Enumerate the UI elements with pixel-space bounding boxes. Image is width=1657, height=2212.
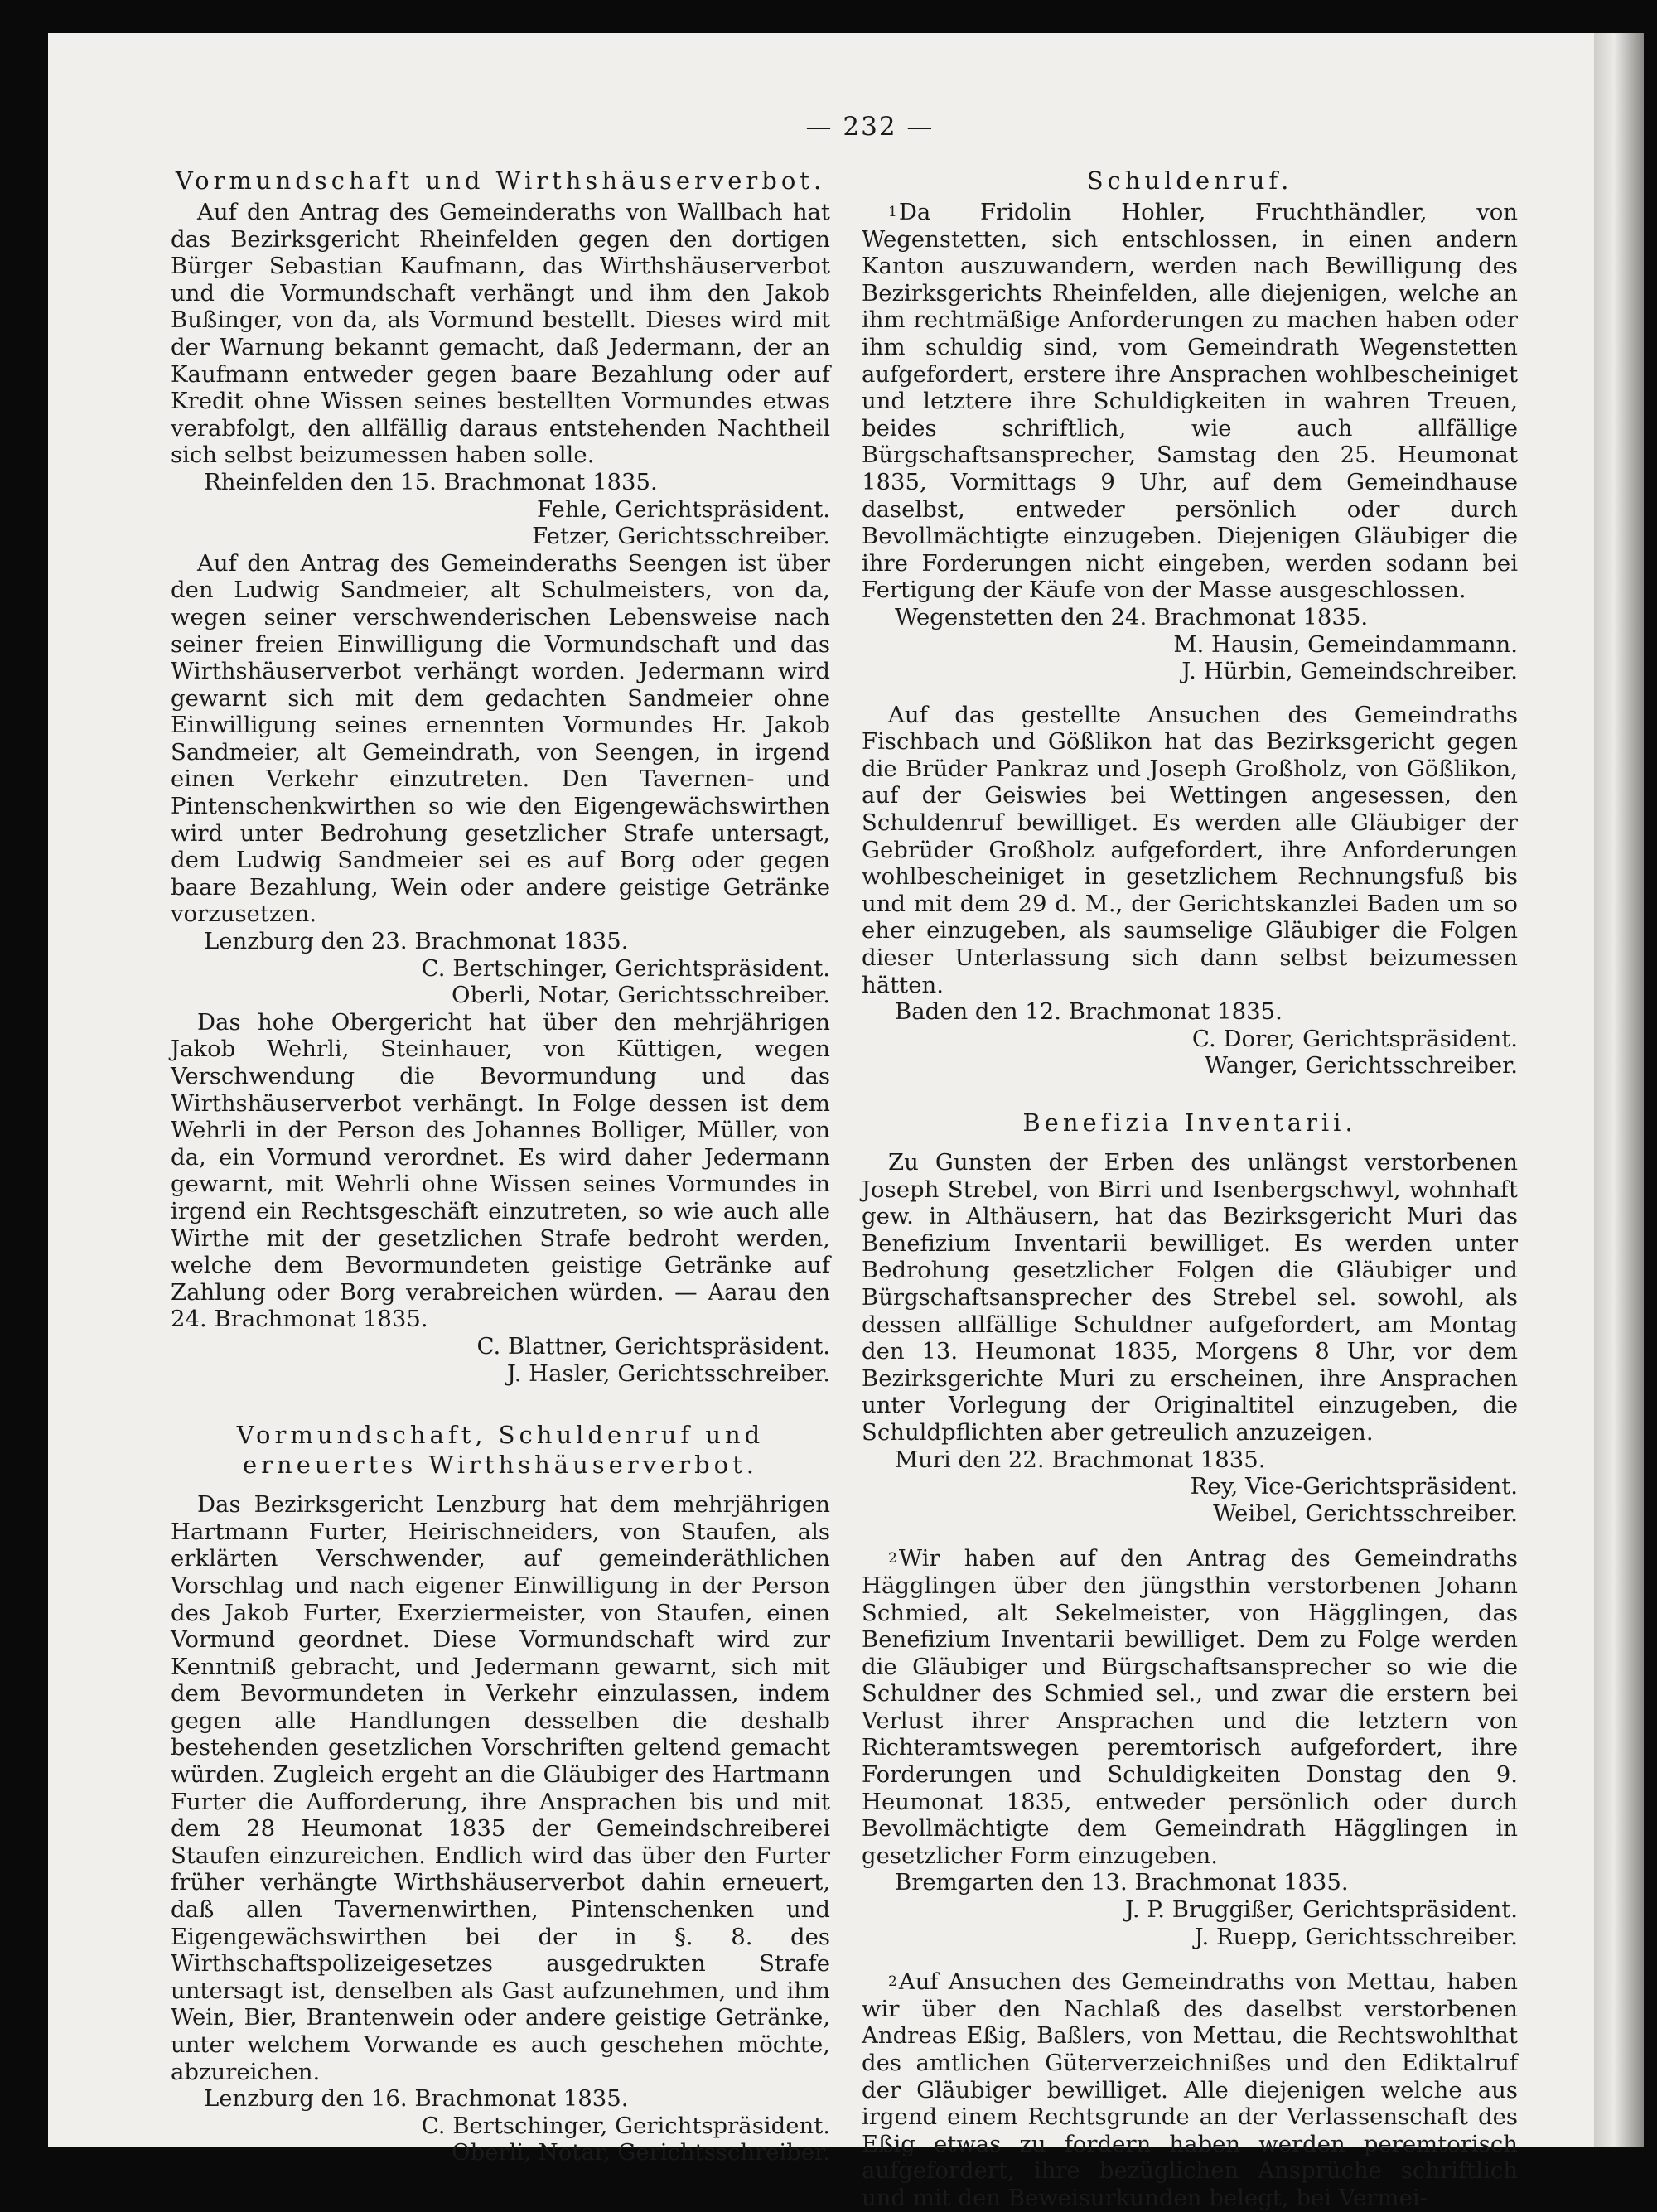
notice-text: Da Fridolin Hohler, Fruchthändler, von Wegenstetten, sich entschlossen, in einen andern Kanton auszuwandern, werden nach Bewilligung des Bezirksgerichts Rheinfelden, alle diejenigen, welche an ihm rechtmäßige Anforderungen zu machen haben oder ihm schuldig sind, vom Gemeindrath Wegenstetten aufgefordert, erstere ihre Ansprachen wohlbescheiniget und letztere ihre Schuldigkeiten in wahren Treuen, beides schriftlich, wie auch allfällige Bürgschaftsansprecher, Samstag den 25. Heumonat 1835, Vormittags 9 Uhr, auf dem Gemeindhause daselbst, entweder persönlich oder durch Bevollmächtigte einzugeben. Diejenigen Gläubiger die ihre Forderungen nicht eingeben, werden sodann bei Fertigung der Käufe von der Masse ausgeschlossen. xyxy=(862,199,1518,604)
heading-schuldenruf: Schuldenruf. xyxy=(1086,167,1293,195)
notice-staufen: Das Bezirksgericht Lenzburg hat dem mehrjährigen Hartmann Furter, Heirischneiders, von Staufen, als erklärten Verschwender, auf gemeinderäthlichen Vorschlag und nach eigener Einwilligung in der Person des Jakob Furter, Exerziermeister, von Staufen, einen Vormund geordnet. Diese Vormundschaft wird zur Kenntniß gebracht, und Jedermann gewarnt, sich mit dem Bevormundeten in Verkehr einzulassen, indem gegen alle Handlungen desselben die deshalb bestehenden gesetzlichen Vorschriften geltend gemacht würden. Zugleich ergeht an die Gläubiger des Hartmann Furter die Aufforderung, ihre Ansprachen bis und mit dem 28 Heumonat 1835 der Gemeindschreiberei Staufen einzureichen. Endlich wird das über den Furter früher verhängte Wirthshäuserverbot dahin erneuert, daß allen Tavernenwirthen, Pintenschenken und Eigengewächswirthen bei der in §. 8. des Wirthschaftspolizeigesetzes ausgedrukten Strafe untersagt ist, denselben als Gast aufzunehmen, und ihm Wein, Bier, Brantenwein oder andere geistige Getränke, unter welchem Vorwande es auch geschehen möchte, abzureichen. xyxy=(171,1491,830,2085)
signature: Oberli, Notar, Gerichtsschreiber. xyxy=(452,982,830,1009)
heading-vormundschaft-schuldenruf: Vormundschaft, Schuldenruf und erneuertes Wirthshäuserverbot. xyxy=(236,1421,765,1480)
signature: J. P. Bruggißer, Gerichtspräsident. xyxy=(1125,1896,1518,1924)
dateline: Baden den 12. Brachmonat 1835. xyxy=(895,998,1283,1026)
heading-vormundschaft-wirthshaeuserverbot: Vormundschaft und Wirthshäuserverbot. xyxy=(175,167,826,195)
signature: C. Dorer, Gerichtspräsident. xyxy=(1191,1025,1518,1052)
dateline: Bremgarten den 13. Brachmonat 1835. xyxy=(895,1869,1349,1896)
notice-seengen: Auf den Antrag des Gemeinderaths Seengen ist über den Ludwig Sandmeier, alt Schulmeisters, von da, wegen seiner verschwenderischen Lebensweise nach seiner freien Einwilligung die Vormundschaft und das Wirthshäuserverbot verhängt worden. Jedermann wird gewarnt sich mit dem gedachten Sandmeier ohne Einwilligung seines ernennten Vormundes Hr. Jakob Sandmeier, alt Gemeindrath, von Seengen, in irgend einen Verkehr einzutreten. Den Tavernen- und Pintenschenkwirthen so wie den Eigengewächswirthen wird unter Bedrohung gesetzlicher Strafe untersagt, dem Ludwig Sandmeier sei es auf Borg oder gegen baare Bezahlung, Wein oder andere geistige Getränke vorzusetzen. xyxy=(171,549,830,928)
signature: C. Blattner, Gerichtspräsident. xyxy=(476,1332,830,1360)
footnote-marker: 2 xyxy=(888,1973,897,1991)
signature: Wanger, Gerichtsschreiber. xyxy=(1204,1052,1518,1079)
signature: Oberli, Notar, Gerichtsschreiber. xyxy=(452,2139,830,2166)
notice-mettau xyxy=(862,1968,1518,2211)
signature: Weibel, Gerichtsschreiber. xyxy=(1213,1500,1518,1527)
signature: Fetzer, Gerichtsschreiber. xyxy=(532,523,830,550)
notice-haegglingen xyxy=(862,1545,1518,1869)
dateline: Rheinfelden den 15. Brachmonat 1835. xyxy=(204,468,658,495)
dateline: Muri den 22. Brachmonat 1835. xyxy=(895,1446,1266,1473)
heading-benefizia-inventarii: Benefizia Inventarii. xyxy=(1022,1108,1357,1137)
notice-fischbach: Auf das gestellte Ansuchen des Gemeindraths Fischbach und Gößlikon hat das Bezirksgericht gegen die Brüder Pankraz und Joseph Großholz, von Gößlikon, auf der Geiswies bei Wettingen angesessen, den Schuldenruf bewilliget. Es werden alle Gläubiger der Gebrüder Großholz aufgefordert, ihre Anforderungen wohlbescheiniget in gesetzlichem Rechnungsfuß bis und mit dem 29 d. M., der Gerichtskanzlei Baden um so eher einzugeben, als saumselige Gläubiger die Folgen dieser Unterlassung sich dann selbst beizumessen hätten. xyxy=(862,701,1518,998)
notice-text: Wir haben auf den Antrag des Gemeindraths Hägglingen über den jüngsthin verstorbenen Johann Schmied, alt Sekelmeister, von Hägglingen, das Benefizium Inventarii bewilliget. Dem zu Folge werden die Gläubiger und Bürgschaftsansprecher so wie die Schuldner des Schmied sel., und zwar die erstern bei Verlust ihrer Ansprachen und die letztern von Richteramtswegen peremtorisch aufgefordert, ihre Forderungen und Schuldigkeiten Donstag den 9. Heumonat 1835, entweder persönlich oder durch Bevollmächtigte dem Gemeindrath Hägglingen in gesetzlicher Form einzugeben. xyxy=(862,1545,1518,1869)
footnote-marker: 2 xyxy=(888,1550,897,1567)
right-column xyxy=(862,166,1518,2212)
signature: M. Hausin, Gemeindammann. xyxy=(1173,630,1518,658)
footnote-marker: 1 xyxy=(888,204,897,220)
signature: J. Ruepp, Gerichtsschreiber. xyxy=(1194,1923,1518,1950)
dateline: Lenzburg den 16. Brachmonat 1835. xyxy=(204,2085,629,2113)
signature: Fehle, Gerichtspräsident. xyxy=(536,495,830,523)
notice-wallbach: Auf den Antrag des Gemeinderaths von Wallbach hat das Bezirksgericht Rheinfelden gegen den dortigen Bürger Sebastian Kaufmann, das Wirthshäuserverbot und die Vormundschaft verhängt und ihm den Jakob Bußinger, von da, als Vormund bestellt. Dieses wird mit der Warnung bekannt gemacht, daß Jedermann, der an Kaufmann entweder gegen baare Bezahlung oder auf Kredit ohne Wissen seines bestellten Vormundes etwas verabfolgt, den allfällig daraus entstehenden Nachtheil sich selbst beizumessen haben solle. xyxy=(171,199,830,469)
notice-text: Auf Ansuchen des Gemeindraths von Mettau, haben wir über den Nachlaß des daselbst verstorbenen Andreas Eßig, Baßlers, von Mettau, die Rechtswohlthat des amtlichen Güterverzeichnißes und den Ediktalruf der Gläubiger bewilliget. Alle diejenigen welche aus irgend einem Rechtsgrunde an der Verlassenschaft des Eßig etwas zu fordern haben werden peremtorisch aufgefordert, ihre bezüglichen Ansprüche schriftlich und mit den Beweisurkunden belegt, bei Vermei- xyxy=(862,1968,1518,2211)
notice-muri: Zu Gunsten der Erben des unlängst verstorbenen Joseph Strebel, von Birri und Isenbergschwyl, wohnhaft gew. in Althäusern, hat das Bezirksgericht Muri das Benefizium Inventarii bewilliget. Es werden unter Bedrohung gesetzlicher Folgen die Gläubiger und Bürgschaftsansprecher des Strebel sel. sowohl, als dessen allfällige Schuldner aufgefordert, am Montag den 13. Heumonat 1835, Morgens 8 Uhr, vor dem Bezirksgerichte Muri zu erscheinen, ihre Ansprachen unter Vorlegung der Originaltitel einzugeben, die Schuldpflichten aber getreulich anzuzeigen. xyxy=(862,1149,1518,1446)
signature: C. Bertschinger, Gerichtspräsident. xyxy=(421,954,830,982)
left-column xyxy=(171,166,830,2166)
signature: J. Hasler, Gerichtsschreiber. xyxy=(506,1360,830,1387)
signature: J. Hürbin, Gemeindschreiber. xyxy=(1181,658,1518,685)
signature: Rey, Vice-Gerichtspräsident. xyxy=(1190,1473,1518,1500)
signature: C. Bertschinger, Gerichtspräsident. xyxy=(421,2112,830,2139)
dateline: Lenzburg den 23. Brachmonat 1835. xyxy=(204,928,629,955)
notice-wegenstetten xyxy=(862,199,1518,604)
notice-kuettigen: Das hohe Obergericht hat über den mehrjährigen Jakob Wehrli, Steinhauer, von Küttigen, wegen Verschwendung die Bevormundung und das Wirthshäuserverbot verhängt. In Folge dessen ist dem Wehrli in der Person des Johannes Bolliger, Müller, von da, ein Vormund verordnet. Es wird daher Jedermann gewarnt, mit Wehrli ohne Wissen seines Vormundes in irgend ein Rechtsgeschäft einzutreten, so wie auch alle Wirthe mit der gesetzlichen Strafe bedroht werden, welche dem Bevormundeten geistige Getränke auf Zahlung oder Borg verabreichen würden. — Aarau den 24. Brachmonat 1835. xyxy=(171,1008,830,1333)
page-edge-shadow xyxy=(1594,33,1644,2147)
dateline: Wegenstetten den 24. Brachmonat 1835. xyxy=(895,603,1369,630)
page-number: — 232 — xyxy=(805,112,935,142)
